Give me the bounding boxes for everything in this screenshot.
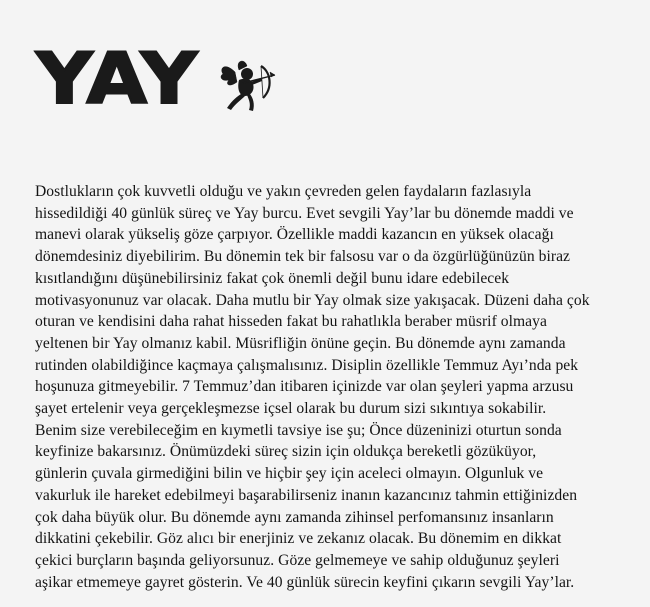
text-line: yeltenen bir Yay olmanız kabil. Müsrifliğin önüne geçin. Bu dönemde aynı zamanda	[35, 334, 566, 352]
text-line: keyfinize bakarsınız. Önümüzdeki süreç sizin için oldukça bereketli gözüküyor,	[35, 443, 537, 461]
text-line: motivasyonunuz var olacak. Daha mutlu bir Yay olmak size yakışacak. Düzeni daha çok	[35, 291, 590, 309]
text-line: dikkatini çekebilir. Göz alıcı bir enerjiniz ve zekanız olacak. Bu dönemim en dikkat	[35, 530, 562, 548]
text-line: Benim size verebileceğim en kıymetli tavsiye ise şu; Önce düzeninizi oturtun sonda	[35, 421, 562, 439]
text-line: kısıtlandığını düşünebilirsiniz fakat çok önemli değil bunu idare edebilecek	[35, 269, 510, 287]
text-line: şayet ertelenir veya gerçekleşmezse içsel olarak bu durum sizi sıkıntıya sokabilir.	[35, 400, 547, 418]
text-line: dönemdesiniz diyebilirim. Bu dönemin tek bir falsosu var o da özgürlüğünüzün biraz	[35, 248, 571, 266]
cupid-archer-icon	[217, 58, 279, 116]
text-line: çok daha büyük olur. Bu dönemde aynı zamanda zihinsel perfomansınız insanların	[35, 508, 554, 526]
article-body	[35, 181, 623, 593]
text-line: çekici burçların başında geliyorsunuz. Göze gelmemeye ve sahip olduğunuz şeyleri	[35, 551, 560, 569]
page-title: YAY	[36, 38, 199, 120]
text-line: hissedildiği 40 günlük süreç ve Yay burcu. Evet sevgili Yay’lar bu dönemde maddi ve	[35, 204, 574, 222]
header	[36, 38, 279, 120]
text-line: manevi olarak yükseliş göze çarpıyor. Özellikle maddi kazancın en yüksek olacağı	[35, 226, 554, 244]
text-line: oturan ve kendisini daha rahat hisseden fakat bu rahatlıkla beraber müsrif olmaya	[35, 313, 547, 331]
text-line: günlerin çuvala girmediğini bilin ve hiçbir şey için aceleci olmayın. Olgunluk ve	[35, 465, 544, 483]
text-line: vakurluk ile hareket edebilmeyi başarabilirseniz inanın kazancınız tahmin ettiğinizden	[35, 486, 578, 504]
text-line: rutinden olabildiğince kaçmaya çalışmalısınız. Disiplin özellikle Temmuz Ayı’nda pek	[35, 356, 579, 374]
text-line: Dostlukların çok kuvvetli olduğu ve yakın çevreden gelen faydaların fazlasıyla	[35, 183, 532, 200]
text-line: hoşunuza gitmeyebilir. 7 Temmuz’dan itibaren içinizde var olan şeyleri yapma arzusu	[35, 378, 574, 396]
text-line: aşikar etmemeye gayret gösterin. Ve 40 günlük sürecin keyfini çıkarın sevgili Yay’lar.	[35, 573, 575, 591]
